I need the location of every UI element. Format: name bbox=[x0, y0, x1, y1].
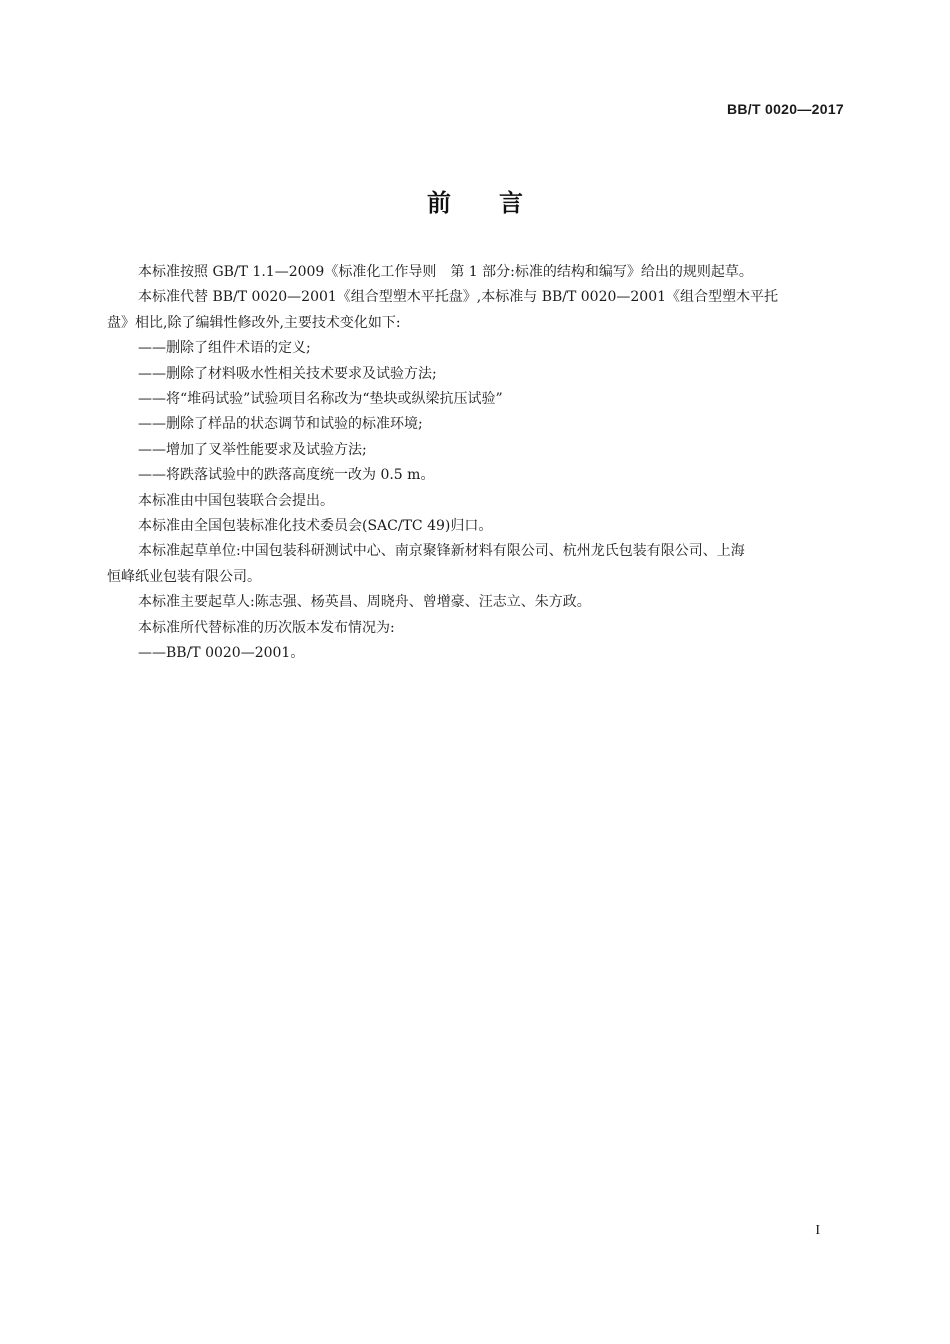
list-item: ——删除了组件术语的定义; bbox=[138, 340, 311, 357]
document-code: BB/T 0020—2017 bbox=[726, 101, 844, 117]
paragraph-main-drafters: 本标准主要起草人:陈志强、杨英昌、周晓舟、曾增豪、汪志立、朱方政。 bbox=[138, 594, 591, 611]
list-item: ——将“堆码试验”试验项目名称改为“垫块或纵梁抗压试验” bbox=[138, 391, 503, 408]
paragraph-proposed-by: 本标准由中国包装联合会提出。 bbox=[138, 492, 334, 509]
list-item: ——删除了材料吸水性相关技术要求及试验方法; bbox=[138, 365, 437, 382]
paragraph-drafting-rules: 本标准按照 GB/T 1.1—2009《标准化工作导则 第 1 部分:标准的结构和编写》给出的规则起草。 bbox=[138, 264, 753, 280]
list-item: ——增加了叉举性能要求及试验方法; bbox=[138, 441, 367, 458]
foreword-body bbox=[107, 260, 845, 667]
paragraph-drafting-units-line-2: 恒峰纸业包装有限公司。 bbox=[107, 568, 261, 585]
paragraph-drafting-units-line-1: 本标准起草单位:中国包装科研测试中心、南京聚锋新材料有限公司、杭州龙氏包装有限公司、上海 bbox=[138, 543, 745, 560]
page-number: I bbox=[815, 1223, 820, 1238]
paragraph-previous-editions: 本标准所代替标准的历次版本发布情况为: bbox=[138, 619, 395, 636]
paragraph-under-jurisdiction: 本标准由全国包装标准化技术委员会(SAC/TC 49)归口。 bbox=[138, 518, 493, 535]
list-item: ——删除了样品的状态调节和试验的标准环境; bbox=[138, 416, 423, 433]
list-item: ——将跌落试验中的跌落高度统一改为 0.5 m。 bbox=[138, 467, 435, 484]
list-item: ——BB/T 0020—2001。 bbox=[138, 645, 305, 662]
paragraph-replacement-line-1: 本标准代替 BB/T 0020—2001《组合型塑木平托盘》,本标准与 BB/T 0020—2001《组合型塑木平托 bbox=[138, 289, 779, 306]
paragraph-replacement-line-2: 盘》相比,除了编辑性修改外,主要技术变化如下: bbox=[107, 314, 401, 331]
page-title: 前言 bbox=[427, 189, 571, 217]
